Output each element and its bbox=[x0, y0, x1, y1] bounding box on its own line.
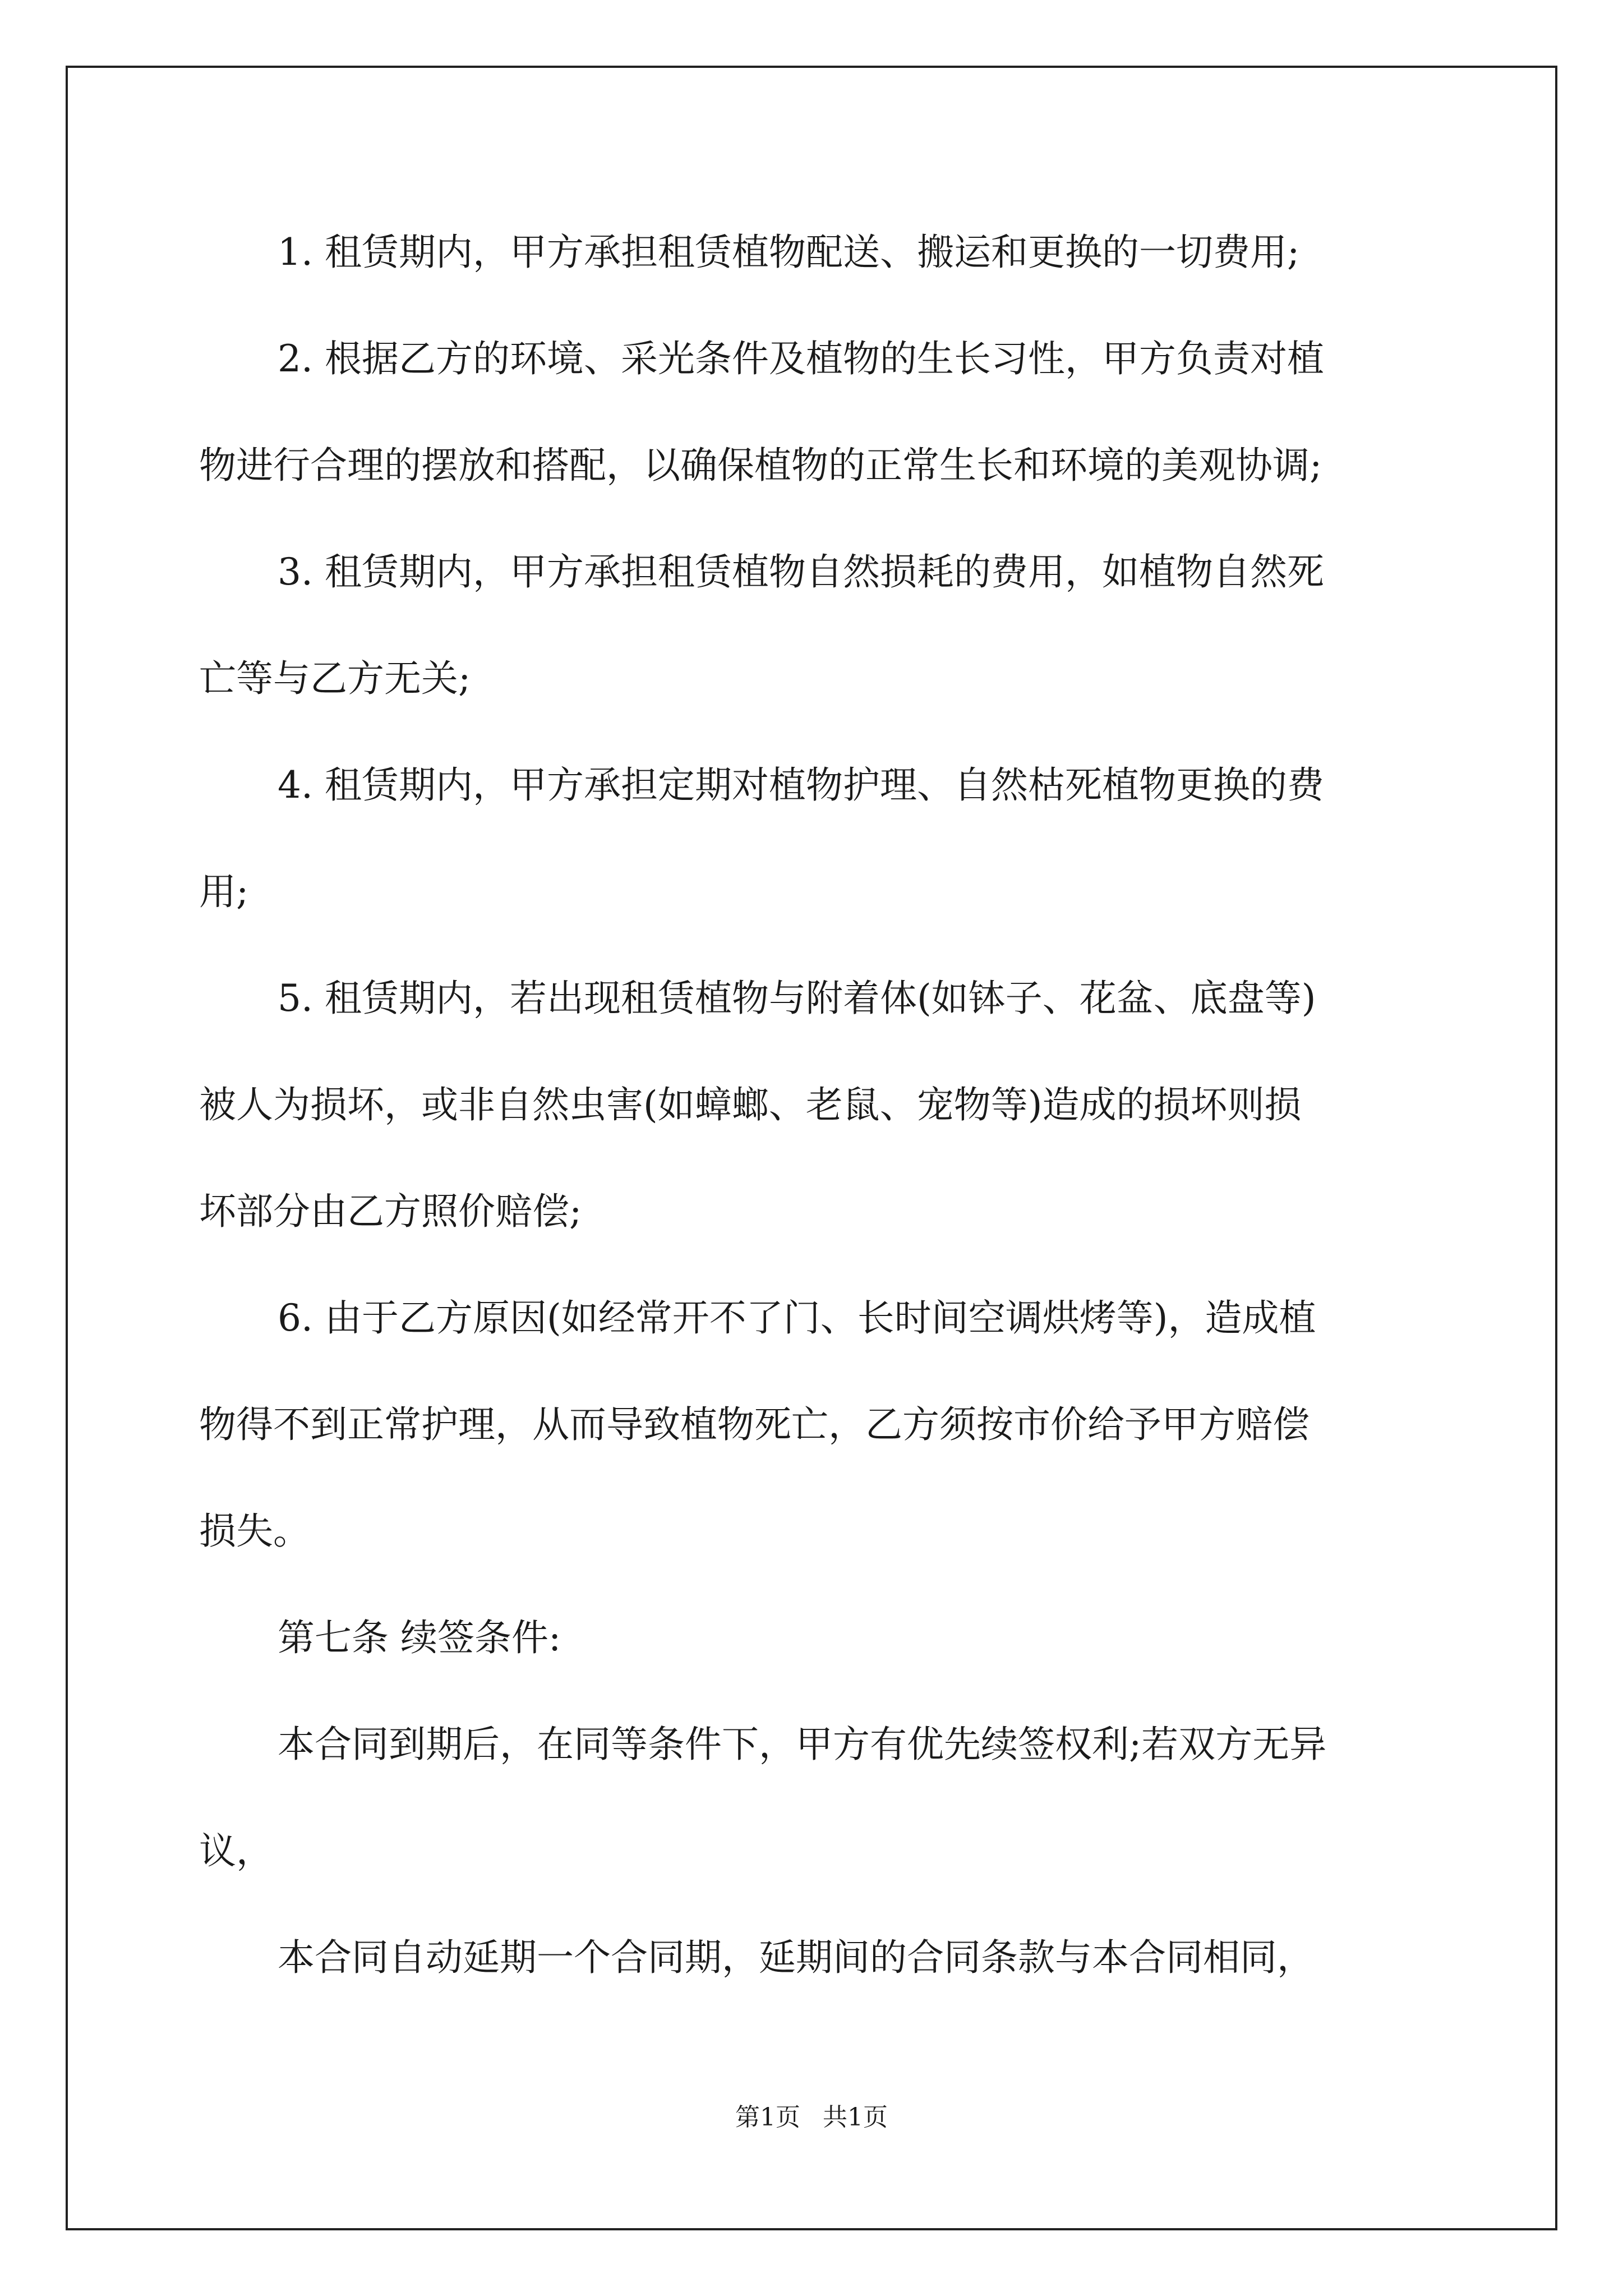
text-line: 4. 租赁期内，甲方承担定期对植物护理、自然枯死植物更换的费 bbox=[278, 763, 1324, 807]
page-border bbox=[66, 66, 1557, 2230]
page-total: 共1页 bbox=[823, 2103, 888, 2132]
text-line: 议， bbox=[199, 1829, 273, 1872]
page-footer bbox=[0, 2101, 1623, 2134]
text-line: 亡等与乙方无关; bbox=[199, 657, 471, 700]
text-line: 第七条 续签条件: bbox=[278, 1616, 561, 1659]
text-line: 物得不到正常护理，从而导致植物死亡，乙方须按市价给予甲方赔偿 bbox=[199, 1403, 1310, 1446]
text-line: 用; bbox=[199, 870, 249, 913]
text-line: 1. 租赁期内，甲方承担租赁植物配送、搬运和更换的一切费用; bbox=[278, 231, 1300, 274]
text-line: 6. 由于乙方原因(如经常开不了门、长时间空调烘烤等)，造成植 bbox=[278, 1296, 1316, 1340]
text-line: 本合同自动延期一个合同期，延期间的合同条款与本合同相同， bbox=[278, 1936, 1314, 1979]
text-line: 本合同到期后，在同等条件下，甲方有优先续签权利;若双方无异 bbox=[278, 1723, 1327, 1766]
text-line: 损失。 bbox=[199, 1510, 310, 1553]
text-line: 2. 根据乙方的环境、采光条件及植物的生长习性，甲方负责对植 bbox=[278, 337, 1324, 380]
text-line: 物进行合理的摆放和搭配，以确保植物的正常生长和环境的美观协调; bbox=[199, 444, 1322, 487]
text-line: 被人为损坏，或非自然虫害(如蟑螂、老鼠、宠物等)造成的损坏则损 bbox=[199, 1083, 1302, 1126]
text-line: 坏部分由乙方照价赔偿; bbox=[199, 1190, 582, 1233]
page-number: 第1页 bbox=[735, 2103, 800, 2132]
text-line: 3. 租赁期内，甲方承担租赁植物自然损耗的费用，如植物自然死 bbox=[278, 550, 1324, 593]
text-line: 5. 租赁期内，若出现租赁植物与附着体(如钵子、花盆、底盘等) bbox=[278, 977, 1316, 1020]
